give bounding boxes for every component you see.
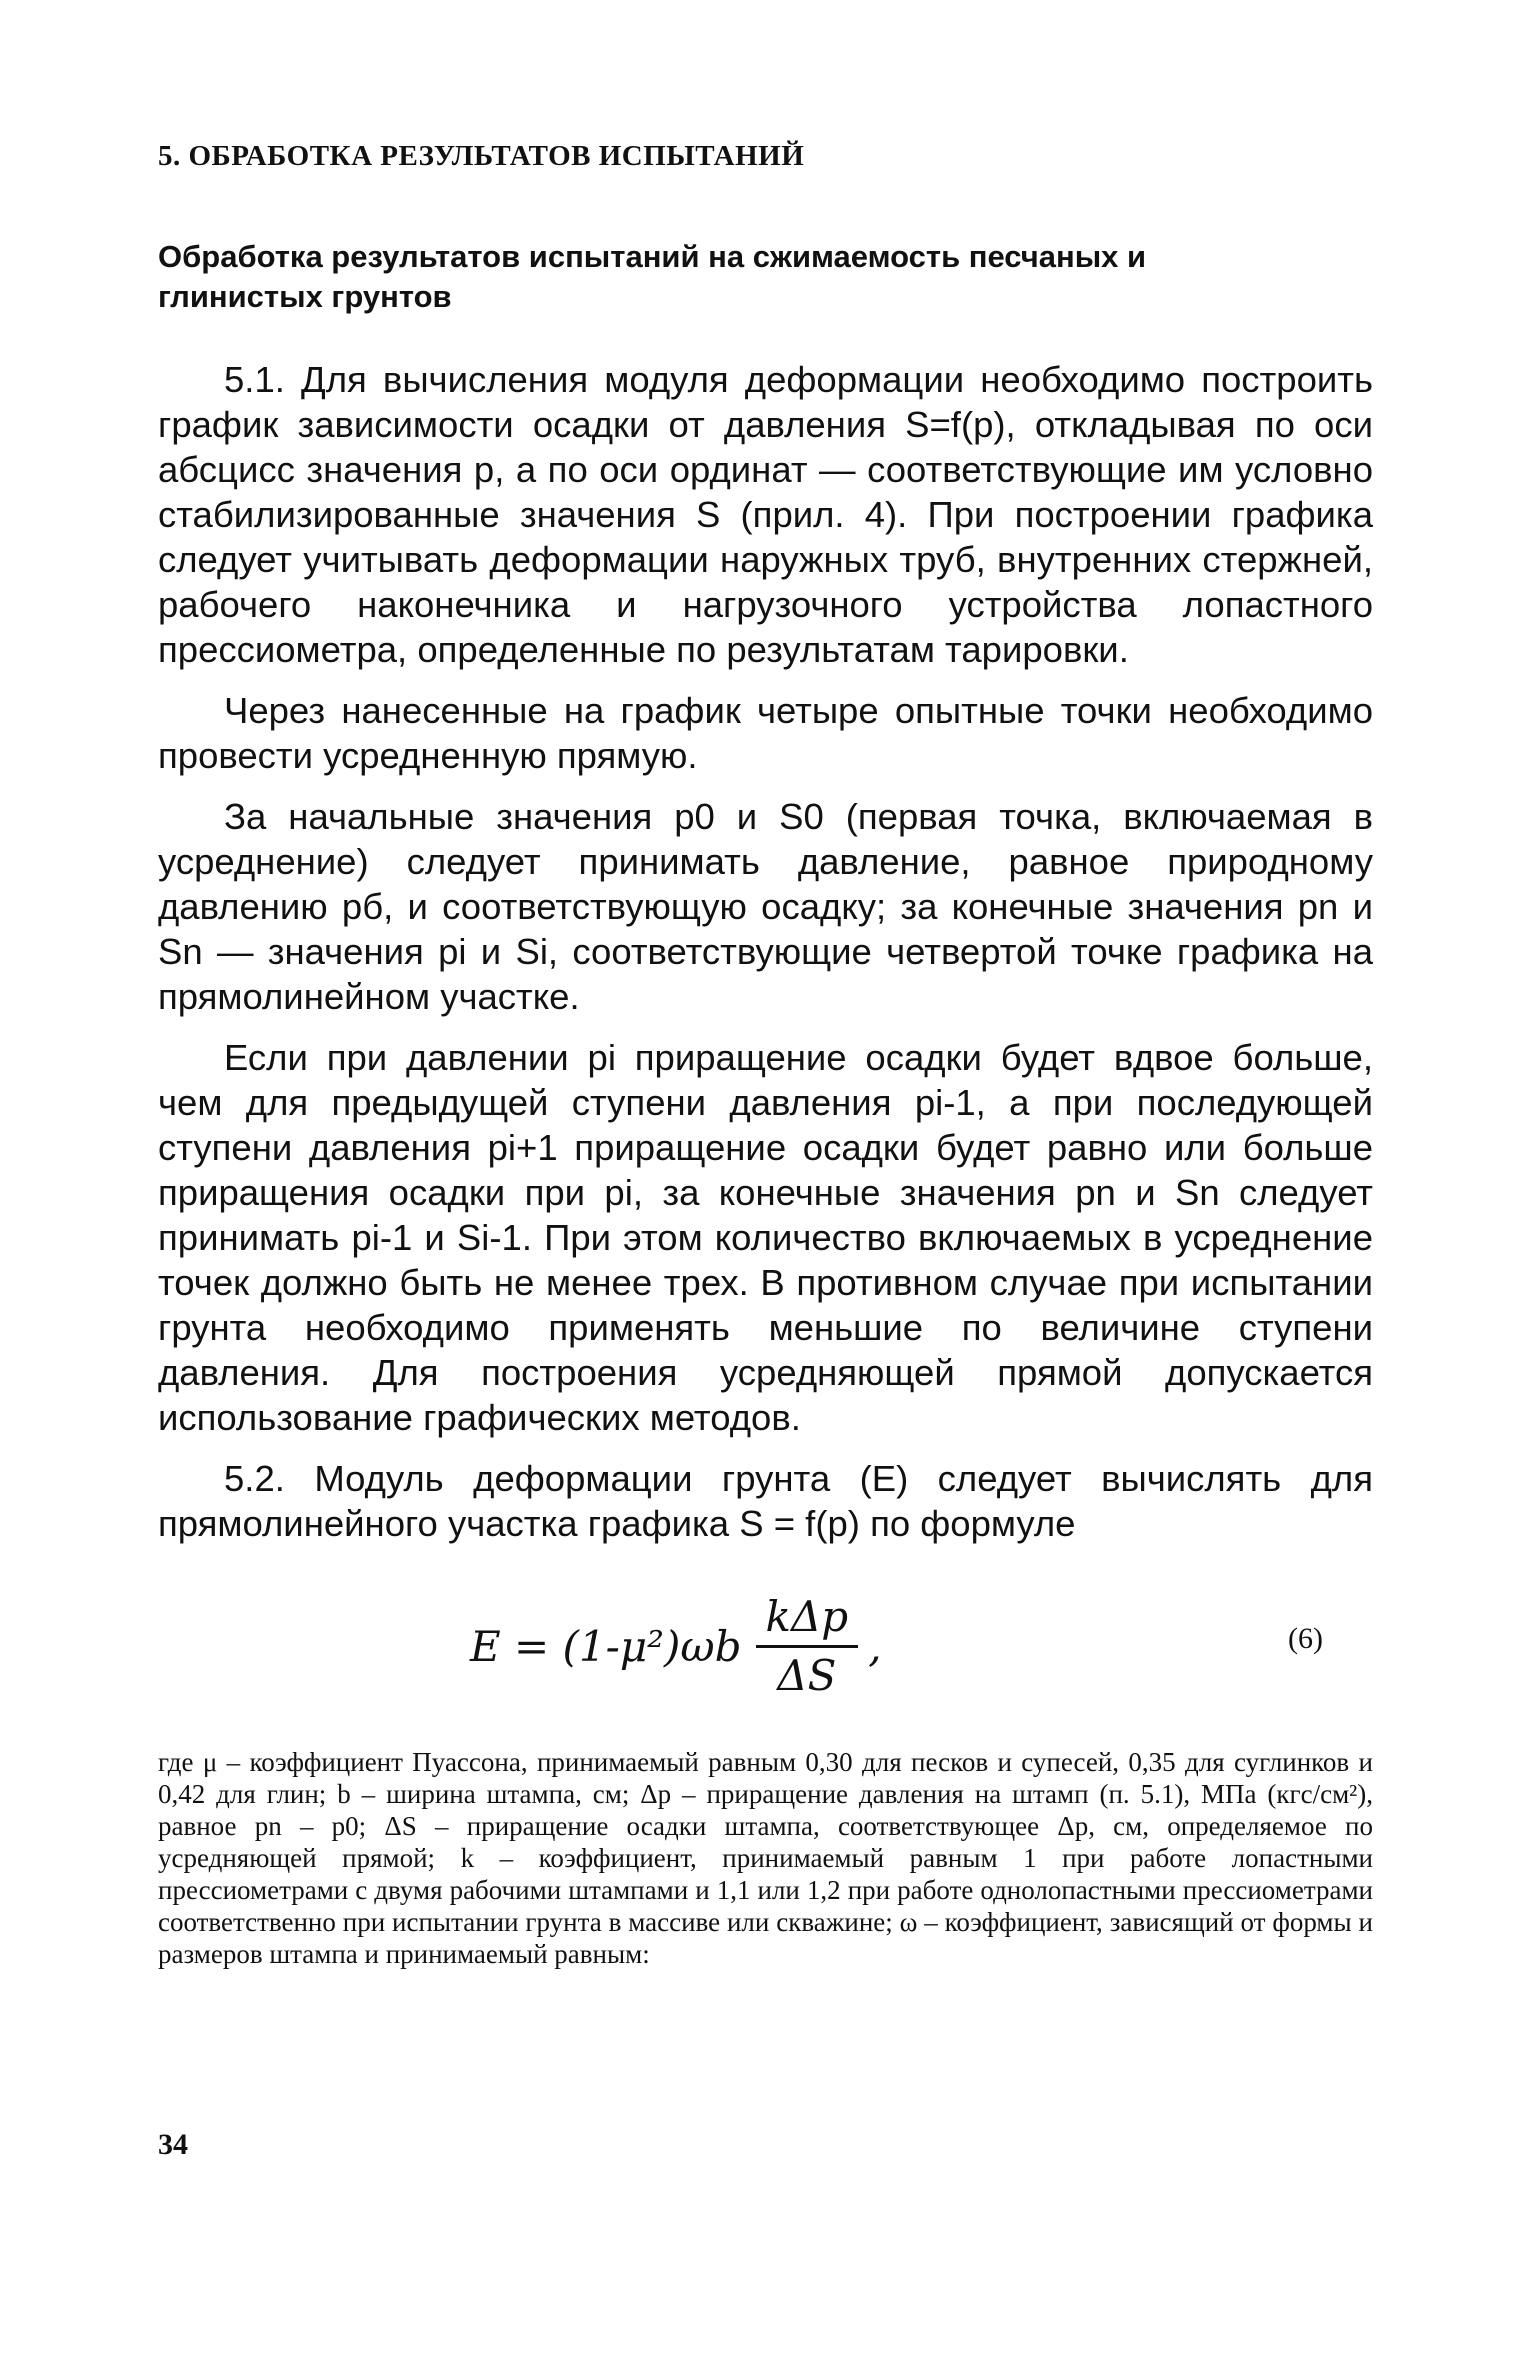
subheading: Обработка результатов испытаний на сжимаемость песчаных и глинистых грунтов: [158, 239, 1147, 314]
formula-block: [158, 1576, 1373, 1724]
paragraph-5-1: 5.1. Для вычисления модуля деформации необходимо построить график зависимости осадки от давления S=f(p), откладывая по оси абсцисс значения p, а по оси ординат — соответствующие им условно стабилизированные значения S (прил. 4). При построении графика следует учитывать деформации наружных труб, внутренних стержней, рабочего наконечника и нагрузочного устройства лопастного прессиометра, определенные по результатам тарировки.: [158, 359, 1373, 670]
formula-fraction: [756, 1593, 859, 1700]
paragraph-averaged-line: Через нанесенные на график четыре опытные точки необходимо провести усредненную прямую.: [158, 690, 1373, 776]
paragraph-pressure-increment: Если при давлении pi приращение осадки будет вдвое больше, чем для предыдущей ступени давления pi-1, а при последующей ступени давления pi+1 приращение осадки будет равно или больше приращения осадки при pi, за конечные значения pn и Sn следует принимать pi-1 и Si-1. При этом количество включаемых в усреднение точек должно быть не менее трех. В противном случае при испытании грунта необходимо применять меньшие по величине ступени давления. Для построения усредняющей прямой допускается использование графических методов.: [158, 1037, 1373, 1438]
modulus-formula: [470, 1576, 882, 1716]
formula-tail: ,: [868, 1621, 882, 1671]
formula-numerator: kΔp: [756, 1593, 859, 1648]
page-number: 34: [158, 2128, 188, 2161]
paragraph-5-2: 5.2. Модуль деформации грунта (E) следует вычислять для прямолинейного участка графика S = f(p) по формуле: [158, 1458, 1373, 1544]
formula-denominator: ΔS: [777, 1650, 837, 1700]
formula-legend: где μ – коэффициент Пуассона, принимаемый равным 0,30 для песков и супесей, 0,35 для суглинков и 0,42 для глин; b – ширина штампа, см; Δp – приращение давления на штамп (п. 5.1), МПа (кгс/см²), равное pn – p0; ΔS – приращение осадки штампа, соответствующее Δp, см, определяемое по усредняющей прямой; k – коэффициент, принимаемый равным 1 при работе лопастными прессиометрами с двумя рабочими штампами и 1,1 или 1,2 при работе однолопастными прессиометрами соответственно при испытании грунта в массиве или скважине; ω – коэффициент, зависящий от формы и размеров штампа и принимаемый равным:: [158, 1747, 1373, 1969]
formula-lhs: E = (1-μ²)ωb: [470, 1621, 742, 1671]
document-page: [158, 140, 1373, 1970]
section-heading: 5. ОБРАБОТКА РЕЗУЛЬТАТОВ ИСПЫТАНИЙ: [158, 140, 805, 172]
paragraph-initial-values: За начальные значения p0 и S0 (первая точка, включаемая в усреднение) следует принимать давление, равное природному давлению pб, и соответствующую осадку; за конечные значения pn и Sn — значения pi и Si, соответствующие четвертой точке графика на прямолинейном участке.: [158, 796, 1373, 1017]
formula-number: (6): [1288, 1622, 1323, 1655]
